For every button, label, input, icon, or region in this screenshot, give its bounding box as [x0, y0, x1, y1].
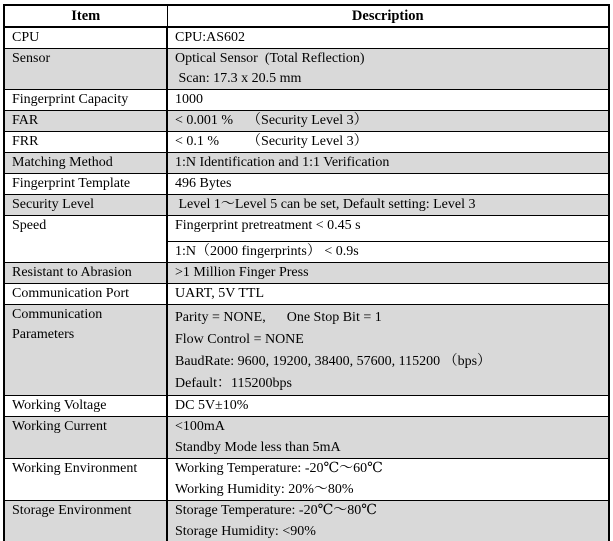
- item-cell: Storage Environment: [4, 501, 167, 541]
- desc-cell: [167, 417, 609, 459]
- item-cell: FRR: [4, 132, 167, 153]
- desc-cell: Level 1～Level 5 can be set, Default setting: Level 3: [167, 195, 609, 216]
- row-communication-port: [4, 284, 609, 305]
- desc-cell: DC 5V±10%: [167, 396, 609, 417]
- cell-line: Standby Mode less than 5mA: [175, 439, 341, 455]
- item-cell: [4, 305, 167, 396]
- spec-table: [3, 4, 610, 541]
- cell-line: Flow Control = NONE: [175, 332, 304, 347]
- cell-line: Communication: [12, 307, 103, 322]
- desc-cell: [167, 49, 609, 90]
- row-sensor: [4, 49, 609, 90]
- desc-cell: CPU:AS602: [167, 27, 609, 49]
- cell-line: Scan: 17.3 x 20.5 mm: [175, 71, 302, 86]
- row-working-voltage: [4, 396, 609, 417]
- row-fingerprint-capacity: [4, 90, 609, 111]
- row-communication-parameters: [4, 305, 609, 396]
- row-working-current: [4, 417, 609, 459]
- row-security-level: [4, 195, 609, 216]
- cell-line: Working Temperature: -20℃～60℃: [175, 461, 383, 476]
- item-cell: Communication Port: [4, 284, 167, 305]
- desc-cell: 496 Bytes: [167, 174, 609, 195]
- item-cell: Security Level: [4, 195, 167, 216]
- cell-line: Working Humidity: 20%～80%: [175, 481, 354, 497]
- desc-cell: [167, 501, 609, 541]
- desc-cell: UART, 5V TTL: [167, 284, 609, 305]
- item-cell: CPU: [4, 27, 167, 49]
- desc-cell: [167, 305, 609, 396]
- cell-line: Default：115200bps: [175, 376, 292, 391]
- header-row: [4, 5, 609, 27]
- item-cell: Speed: [4, 216, 167, 263]
- row-working-environment: [4, 459, 609, 501]
- cell-line: Optical Sensor (Total Reflection): [175, 51, 365, 66]
- item-cell: Fingerprint Capacity: [4, 90, 167, 111]
- cell-line: <100mA: [175, 419, 225, 434]
- item-cell: Resistant to Abrasion: [4, 263, 167, 284]
- item-cell: Sensor: [4, 49, 167, 90]
- row-cpu: [4, 27, 609, 49]
- desc-cell: Fingerprint pretreatment < 0.45 s: [167, 216, 609, 242]
- desc-cell: 1:N Identification and 1:1 Verification: [167, 153, 609, 174]
- item-cell: Working Environment: [4, 459, 167, 501]
- column-header-item: Item: [4, 5, 167, 27]
- row-frr: [4, 132, 609, 153]
- item-cell: Fingerprint Template: [4, 174, 167, 195]
- row-matching-method: [4, 153, 609, 174]
- item-cell: FAR: [4, 111, 167, 132]
- cell-line: Storage Humidity: <90%: [175, 523, 316, 539]
- cell-line: BaudRate: 9600, 19200, 38400, 57600, 115200 （bps）: [175, 354, 492, 369]
- desc-cell: 1000: [167, 90, 609, 111]
- row-speed: [4, 216, 609, 242]
- desc-cell: < 0.001 % （Security Level 3）: [167, 111, 609, 132]
- row-resistant-to-abrasion: [4, 263, 609, 284]
- cell-line: Parameters: [12, 327, 75, 342]
- item-cell: Working Current: [4, 417, 167, 459]
- cell-line: Parity = NONE, One Stop Bit = 1: [175, 310, 382, 325]
- desc-cell: 1:N（2000 fingerprints） < 0.9s: [167, 242, 609, 263]
- desc-cell: >1 Million Finger Press: [167, 263, 609, 284]
- item-cell: Working Voltage: [4, 396, 167, 417]
- column-header-description: Description: [167, 5, 609, 27]
- row-storage-environment: [4, 501, 609, 541]
- desc-cell: [167, 459, 609, 501]
- item-cell: Matching Method: [4, 153, 167, 174]
- desc-cell: < 0.1 % （Security Level 3）: [167, 132, 609, 153]
- row-fingerprint-template: [4, 174, 609, 195]
- row-far: [4, 111, 609, 132]
- cell-line: Storage Temperature: -20℃～80℃: [175, 503, 377, 518]
